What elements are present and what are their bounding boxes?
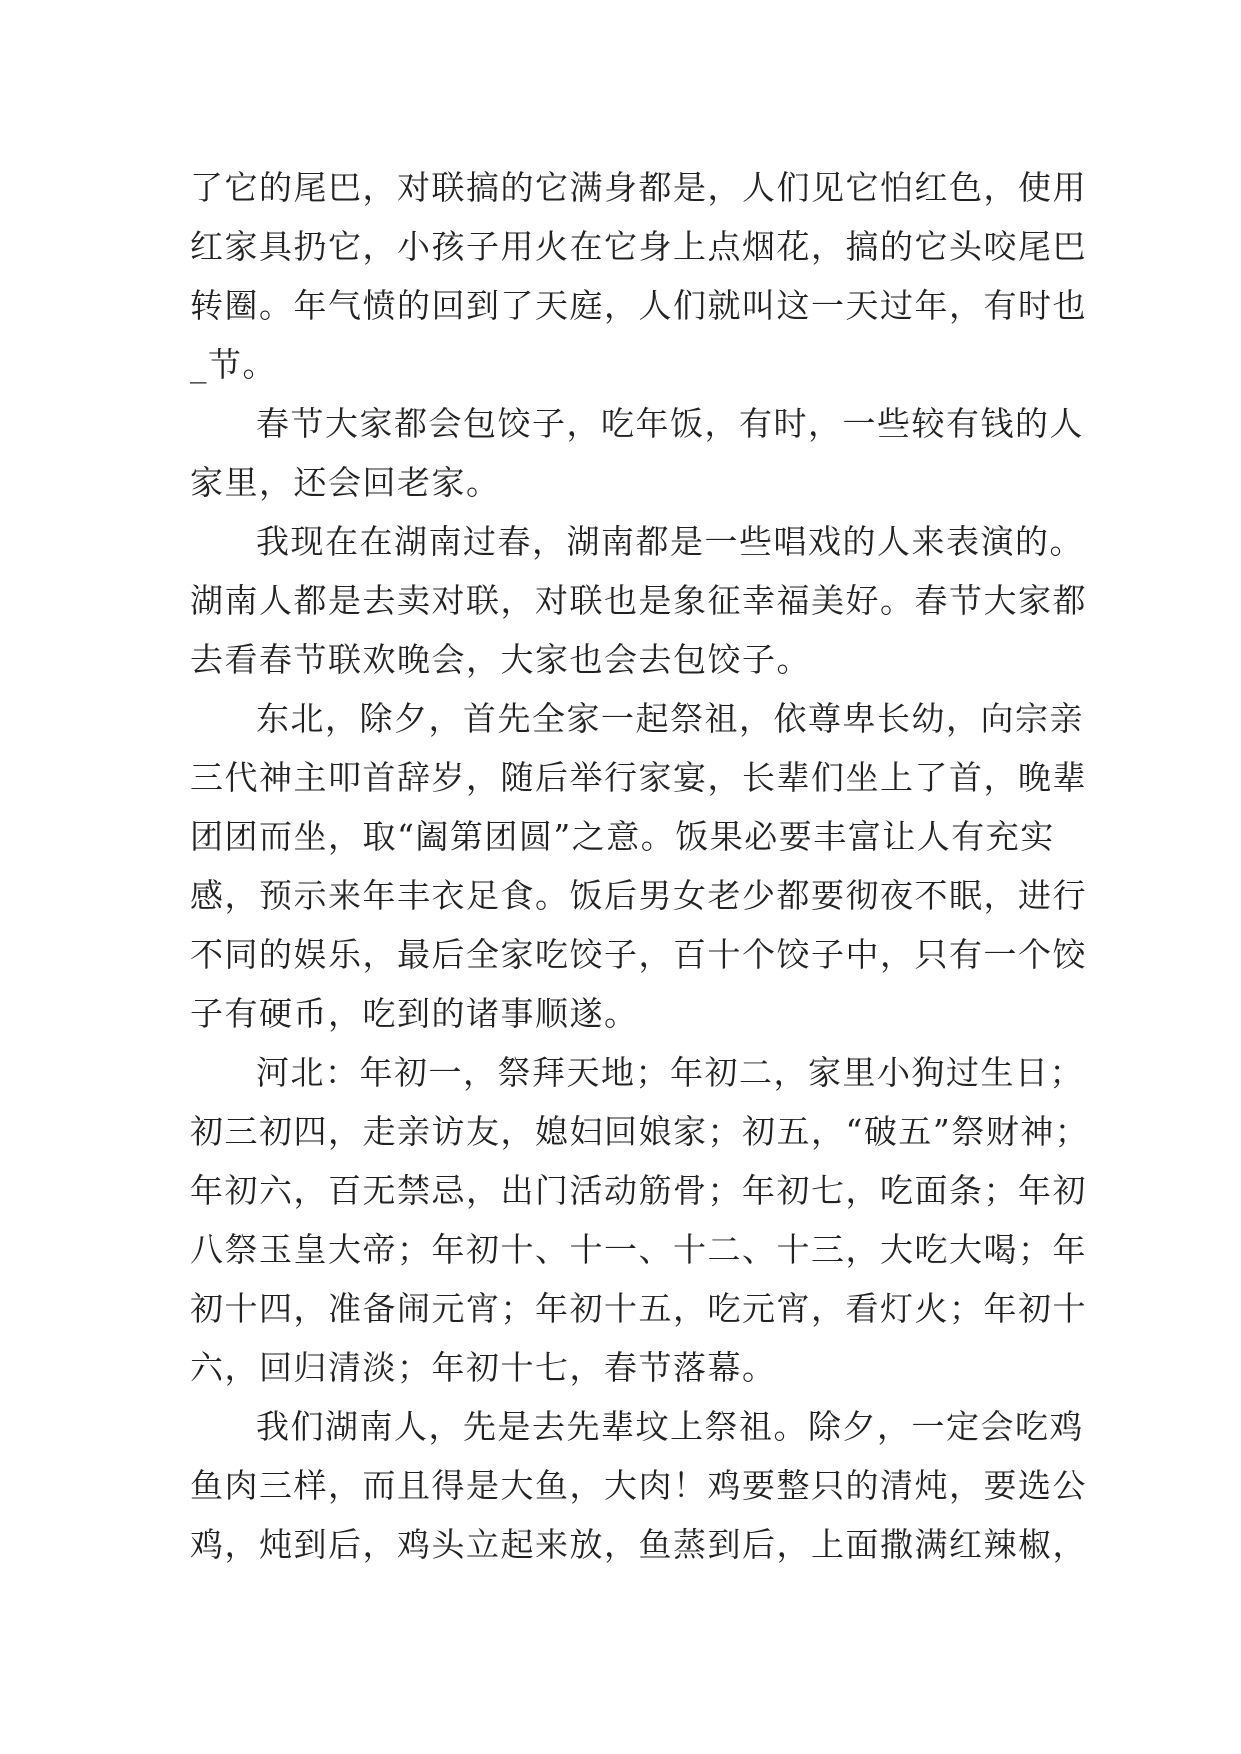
text-line: 鸡，炖到后，鸡头立起来放，鱼蒸到后，上面撒满红辣椒， [190,1525,1087,1564]
document-body [190,158,1090,1574]
text-line: 三代神主叩首辞岁，随后举行家宴，长辈们坐上了首，晚辈 [190,758,1087,797]
text-line: 年初六，百无禁忌，出门活动筋骨；年初七，吃面条；年初 [190,1171,1087,1210]
text-line: 了它的尾巴，对联搞的它满身都是，人们见它怕红色，使用 [190,168,1087,207]
text-line: 家里，还会回老家。 [190,463,501,502]
text-line: 团团而坐，取“阖第团圆”之意。饭果必要丰富让人有充实 [190,817,1055,856]
paragraph-first-line: 东北，除夕，首先全家一起祭祖，依尊卑长幼，向宗亲 [256,699,1084,738]
text-line: 湖南人都是去卖对联，对联也是象征幸福美好。春节大家都 [190,581,1087,620]
text-line: _节。 [190,345,277,384]
text-line: 六，回归清淡；年初十七，春节落幕。 [190,1348,777,1387]
text-line: 红家具扔它，小孩子用火在它身上点烟花，搞的它头咬尾巴 [190,227,1087,266]
text-line: 鱼肉三样，而且得是大鱼，大肉！鸡要整只的清炖，要选公 [190,1466,1087,1505]
text-line: 转圈。年气愤的回到了天庭，人们就叫这一天过年，有时也 [190,286,1087,325]
text-line: 感，预示来年丰衣足食。饭后男女老少都要彻夜不眠，进行 [190,876,1087,915]
text-line: 子有硬币，吃到的诸事顺遂。 [190,994,639,1033]
paragraph-first-line: 春节大家都会包饺子，吃年饭，有时，一些较有钱的人 [256,404,1084,443]
text-line: 去看春节联欢晚会，大家也会去包饺子。 [190,640,811,679]
text-line: 八祭玉皇大帝；年初十、十一、十二、十三，大吃大喝；年 [190,1230,1087,1269]
paragraph-first-line: 河北：年初一，祭拜天地；年初二，家里小狗过生日； [256,1053,1084,1092]
text-line: 初三初四，走亲访友，媳妇回娘家；初五，“破五”祭财神； [190,1112,1090,1151]
paragraph-first-line: 我现在在湖南过春，湖南都是一些唱戏的人来表演的。 [256,522,1084,561]
text-line: 不同的娱乐，最后全家吃饺子，百十个饺子中，只有一个饺 [190,935,1087,974]
paragraph-first-line: 我们湖南人，先是去先辈坟上祭祖。除夕，一定会吃鸡 [256,1407,1084,1446]
text-line: 初十四，准备闹元宵；年初十五，吃元宵，看灯火；年初十 [190,1289,1087,1328]
